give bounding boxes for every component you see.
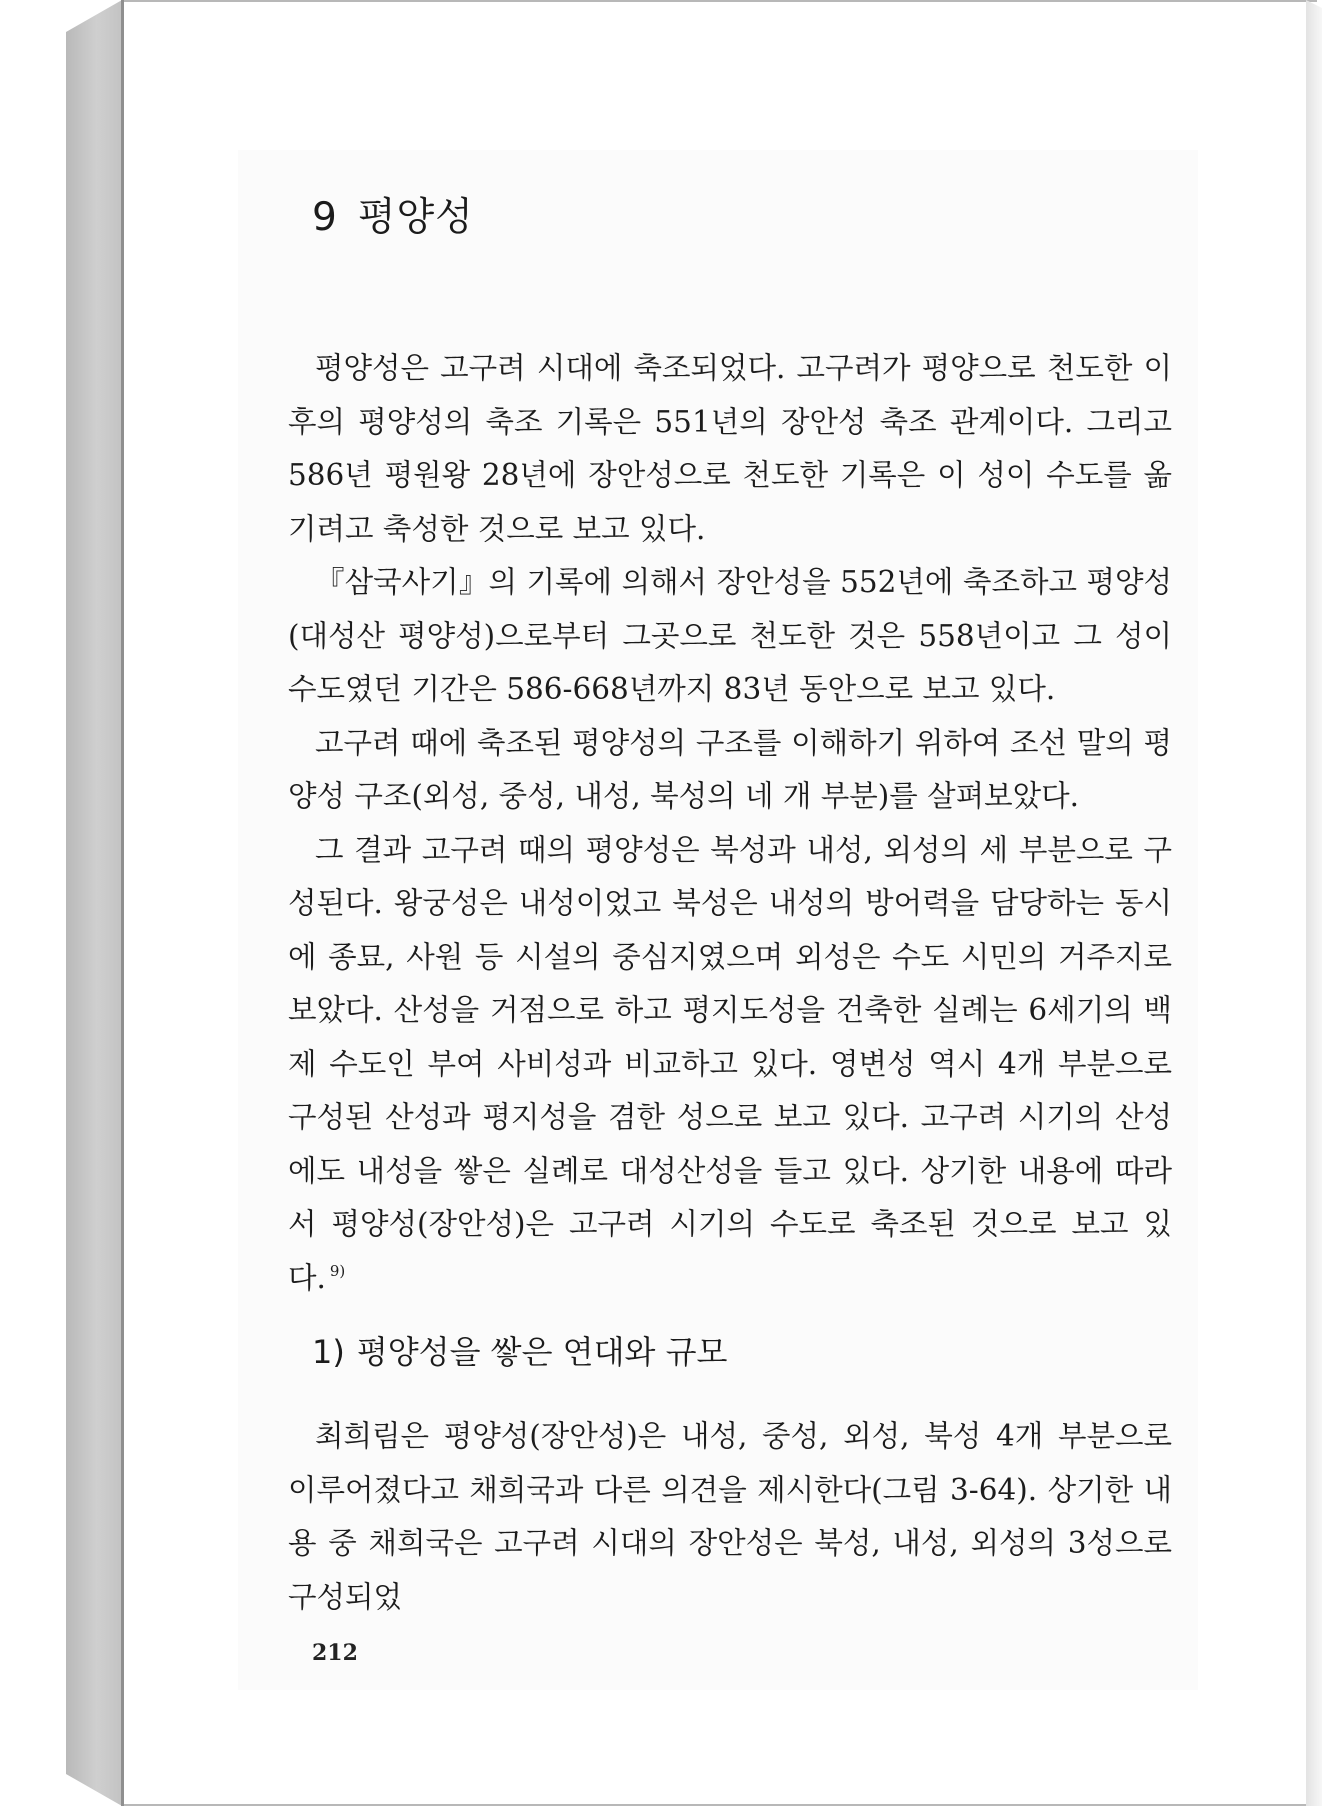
chapter-heading — [312, 186, 474, 242]
section-title: 평양성을 쌓은 연대와 규모 — [356, 1333, 728, 1371]
chapter-title: 평양성 — [357, 195, 474, 240]
chapter-number: 9 — [312, 195, 338, 240]
paragraph-1: 평양성은 고구려 시대에 축조되었다. 고구려가 평양으로 천도한 이후의 평양성의 축조 기록은 551년의 장안성 축조 관계이다. 그리고 586년 평원왕 28년에 장안성으로 천도한 기록은 이 성이 수도를 옮기려고 축성한 것으로 보고 있다. — [288, 351, 1172, 546]
section-body-text — [288, 1410, 1172, 1624]
footnote-marker: 9) — [329, 1261, 346, 1280]
section-heading — [312, 1327, 727, 1373]
paragraph-2: 『삼국사기』의 기록에 의해서 장안성을 552년에 축조하고 평양성(대성산 평양성)으로부터 그곳으로 천도한 것은 558년이고 그 성이 수도였던 기간은 586-668년까지 83년 동안으로 보고 있다. — [288, 565, 1172, 706]
page-number: 212 — [312, 1640, 358, 1666]
section-paragraph-1: 최희림은 평양성(장안성)은 내성, 중성, 외성, 북성 4개 부분으로 이루어졌다고 채희국과 다른 의견을 제시한다(그림 3-64). 상기한 내용 중 채희국은 고구려 시대의 장안성은 북성, 내성, 외성의 3성으로 구성되었 — [288, 1419, 1172, 1614]
paragraph-4: 그 결과 고구려 때의 평양성은 북성과 내성, 외성의 세 부분으로 구성된다. 왕궁성은 내성이었고 북성은 내성의 방어력을 담당하는 동시에 종묘, 사원 등 시설의 중심지였으며 외성은 수도 시민의 거주지로 보았다. 산성을 거점으로 하고 평지도성을 건축한 실례는 6세기의 백제 수도인 부여 사비성과 비교하고 있다. 영변성 역시 4개 부분으로 구성된 산성과 평지성을 겸한 성으로 보고 있다. 고구려 시기의 산성에도 내성을 쌓은 실례로 대성산성을 들고 있다. 상기한 내용에 따라서 평양성(장안성)은 고구려 시기의 수도로 축조된 것으로 보고 있다. $^{9)}$ — [288, 832, 1172, 1295]
section-number: 1) — [312, 1333, 345, 1371]
page-edge-shadow — [1306, 0, 1322, 1806]
body-text — [288, 342, 1172, 1305]
paragraph-3: 고구려 때에 축조된 평양성의 구조를 이해하기 위하여 조선 말의 평양성 구조(외성, 중성, 내성, 북성의 네 개 부분)를 살펴보았다. — [288, 725, 1172, 813]
book-spine — [66, 0, 122, 1806]
